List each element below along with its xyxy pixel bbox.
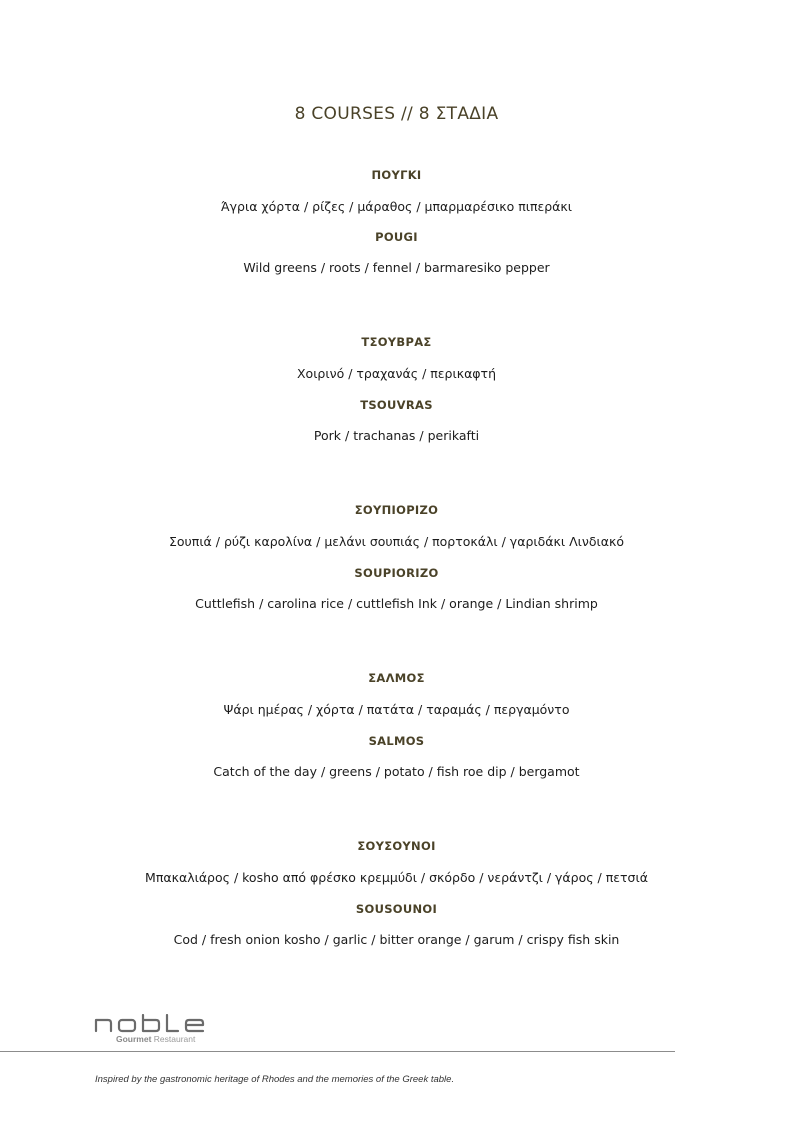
course-description-greek: Χοιρινό / τραχανάς / περικαφτή — [296, 366, 497, 381]
course-description-greek: Άγρια χόρτα / ρίζες / μάραθος / μπαρμαρέσικο πιπεράκι — [220, 199, 572, 214]
logo-subtitle-rest: Restaurant — [151, 1034, 196, 1044]
footer-divider — [0, 1051, 675, 1052]
course-name-english: SOUSOUNOI — [355, 902, 438, 916]
course-name-english: TSOUVRAS — [360, 398, 433, 412]
course-name-greek: ΣΟΥΠΙΟΡΙΖΟ — [354, 503, 439, 517]
course-description-english: Catch of the day / greens / potato / fish roe dip / bergamot — [213, 764, 580, 779]
course-description-english: Cuttlefish / carolina rice / cuttlefish Ink / orange / Lindian shrimp — [195, 596, 598, 611]
course-name-greek: ΣΑΛΜΟΣ — [368, 671, 425, 685]
course-description-greek: Μπακαλιάρος / kosho από φρέσκο κρεμμύδι / σκόρδο / νεράντζι / γάρος / πετσιά — [145, 870, 648, 885]
course-description-greek: Σουπιά / ρύζι καρολίνα / μελάνι σουπιάς / πορτοκάλι / γαριδάκι Λινδιακό — [169, 534, 624, 549]
course-description-english: Cod / fresh onion kosho / garlic / bitter orange / garum / crispy fish skin — [173, 932, 620, 947]
course-description-english: Wild greens / roots / fennel / barmaresiko pepper — [243, 260, 550, 275]
course-description-english: Pork / trachanas / perikafti — [313, 428, 480, 443]
logo-subtitle-bold: Gourmet — [116, 1034, 152, 1044]
footer-tagline: Inspired by the gastronomic heritage of Rhodes and the memories of the Greek table. — [95, 1074, 455, 1085]
course-name-english: POUGI — [375, 230, 418, 244]
noble-wordmark-icon — [94, 1014, 210, 1034]
course-description-greek: Ψάρι ημέρας / χόρτα / πατάτα / ταραμάς / περγαμόντο — [223, 702, 570, 717]
page-title: 8 COURSES // 8 ΣΤΑΔΙΑ — [294, 104, 499, 124]
course-name-greek: ΠΟΥΓΚΙ — [371, 168, 422, 182]
course-name-greek: ΣΟΥΣΟΥΝΟΙ — [357, 839, 436, 853]
noble-logo — [94, 1014, 214, 1048]
course-name-english: SOUPIORIZO — [354, 566, 439, 580]
course-name-greek: ΤΣΟΥΒΡΑΣ — [361, 335, 432, 349]
course-name-english: SALMOS — [368, 734, 425, 748]
logo-subtitle — [116, 1034, 195, 1044]
